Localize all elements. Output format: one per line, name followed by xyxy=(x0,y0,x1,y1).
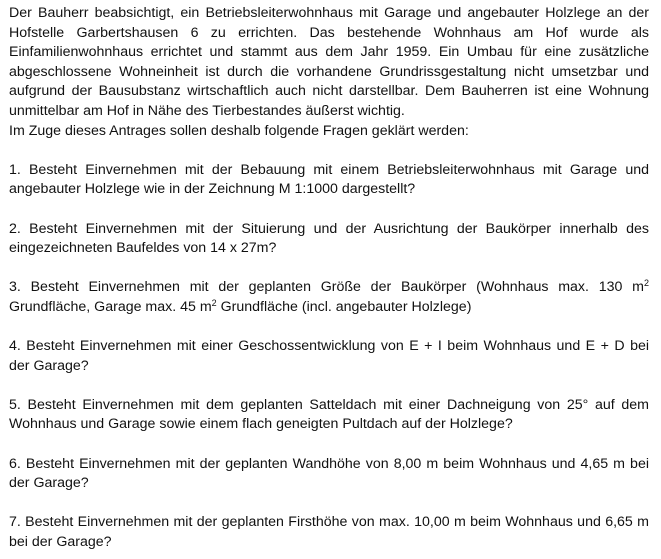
question-1: 1. Besteht Einvernehmen mit der Bebauung mit einem Betriebsleiterwohnhaus mit Garage und angebauter Holzlege wie in der Zeichnung M 1:1000 dargestellt? xyxy=(9,161,649,198)
question-3-part-1: 3. Besteht Einvernehmen mit der geplanten Größe der Baukörper (Wohnhaus max. 130 m xyxy=(9,279,644,296)
question-3-part-2: Grundfläche, Garage max. 45 m xyxy=(9,298,212,315)
question-6: 6. Besteht Einvernehmen mit der geplanten Wandhöhe von 8,00 m beim Wohnhaus und 4,65 m bei der Garage? xyxy=(9,455,649,492)
question-lead: Im Zuge dieses Antrages sollen deshalb folgende Fragen geklärt werden: xyxy=(9,122,469,139)
question-3 xyxy=(9,278,649,317)
paragraph-gap xyxy=(9,200,649,220)
question-4: 4. Besteht Einvernehmen mit einer Geschossentwicklung von E + I beim Wohnhaus und E + D bei der Garage? xyxy=(9,338,649,374)
question-7: 7. Besteht Einvernehmen mit der geplanten Firsthöhe von max. 10,00 m beim Wohnhaus und 6,65 m bei der Garage? xyxy=(9,514,649,551)
superscript-squared: 2 xyxy=(211,297,217,308)
intro-paragraph: Der Bauherr beabsichtigt, ein Betriebsleiterwohnhaus mit Garage und angebauter Holzlege an der Hofstelle Garbertshausen 6 zu errichten. Das bestehende Wohnhaus am Hof wurde als Einfamilienwohnhaus errichtet und stammt aus dem Jahr 1959. Ein Umbau für eine zusätzliche abgeschlossene Wohneinheit ist durch die vorhandene Grundrissgestaltung nicht umsetzbar und aufgrund der Bausubstanz wirtschaftlich auch nicht darstellbar. Dem Bauherren ist eine Wohnung unmittelbar am Hof in Nähe des Tierbestandes äußerst wichtig. xyxy=(9,5,649,119)
paragraph-gap xyxy=(9,259,649,279)
document-page xyxy=(9,4,649,553)
question-3-part-3: Grundfläche (incl. angebauter Holzlege) xyxy=(216,298,472,315)
superscript-squared: 2 xyxy=(643,278,649,289)
paragraph-gap xyxy=(9,435,649,455)
question-2: 2. Besteht Einvernehmen mit der Situierung und der Ausrichtung der Baukörper innerhalb des eingezeichneten Baufeldes von 14 x 27m? xyxy=(9,220,649,257)
paragraph-gap xyxy=(9,494,649,514)
paragraph-gap xyxy=(9,376,649,396)
question-5: 5. Besteht Einvernehmen mit dem geplanten Satteldach mit einer Dachneigung von 25° auf dem Wohnhaus und Garage sowie einem flach geneigten Pultdach auf der Holzlege? xyxy=(9,396,649,433)
paragraph-gap xyxy=(9,141,649,161)
paragraph-gap xyxy=(9,318,649,338)
